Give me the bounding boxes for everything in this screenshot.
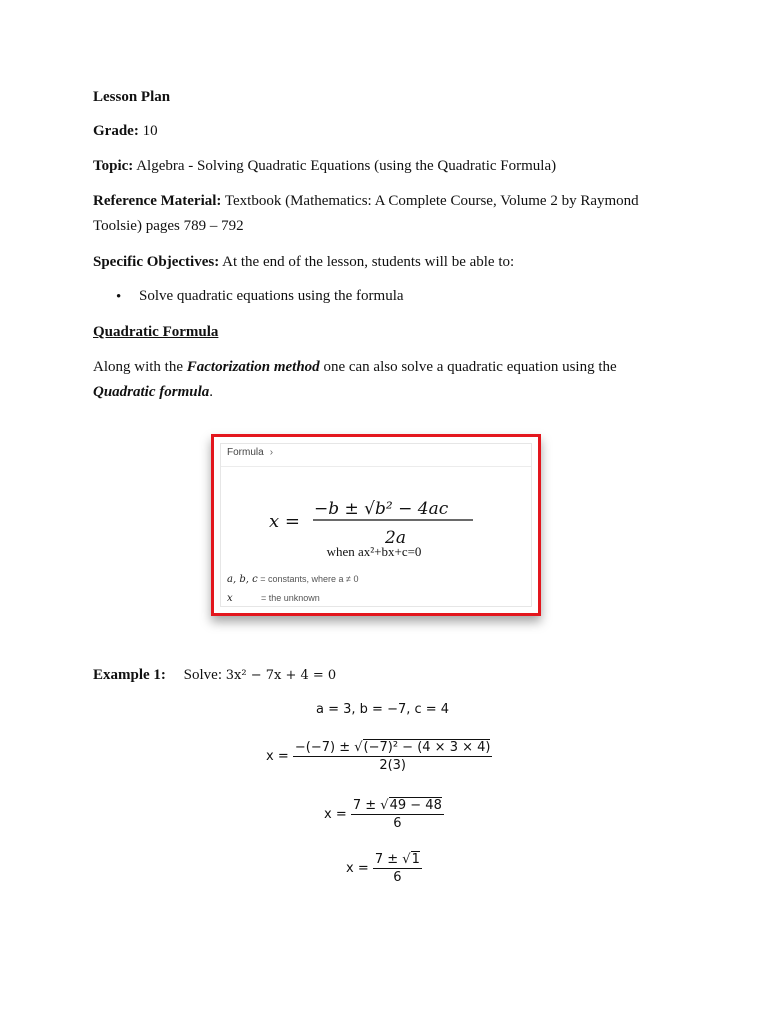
grade-line — [93, 121, 158, 141]
formula-numerator: −b ± √b² − 4ac — [314, 499, 449, 519]
step-2 — [324, 798, 444, 831]
step-1-numerator: −(−7) ± √(−7)² − (4 × 3 × 4) — [294, 740, 491, 755]
step-3-radicand: 1 — [411, 852, 420, 867]
objectives-label: Specific Objectives: — [93, 254, 220, 270]
step-3-lhs: x = — [346, 861, 369, 876]
intro-text-2: one can also solve a quadratic equation using the — [319, 359, 617, 375]
step-1-fraction — [293, 740, 493, 773]
lesson-title: Lesson Plan — [93, 89, 171, 105]
example-equation: 3x² − 7x + 4 = 0 — [225, 668, 337, 683]
reference-line-2: Toolsie) pages 789 – 792 — [93, 218, 244, 234]
grade-value: 10 — [138, 123, 158, 139]
formula-condition — [221, 544, 527, 560]
formula-card — [220, 443, 532, 607]
section-heading: Quadratic Formula — [93, 324, 219, 340]
unknown-symbol: x — [227, 593, 233, 604]
step-3-denominator: 6 — [393, 870, 402, 885]
chevron-right-icon: › — [269, 447, 274, 458]
formula-lhs: x = — [269, 511, 300, 532]
objectives-value: At the end of the lesson, students will be able to: — [219, 254, 515, 270]
solve-label: Solve: — [183, 667, 223, 683]
step-3-num-a: 7 ± — [374, 852, 403, 867]
step-3-numerator: 7 ± √1 — [374, 852, 420, 867]
step-3-fraction — [373, 852, 422, 885]
formula-card-title: Formula — [227, 447, 264, 458]
step-2-fraction — [351, 798, 444, 831]
step-1-num-a: −(−7) ± — [294, 740, 355, 755]
reference-value: Textbook (Mathematics: A Complete Course, Volume 2 by Raymond — [221, 193, 639, 209]
intro-line-2 — [93, 382, 213, 402]
step-1-radicand: (−7)² − (4 × 3 × 4) — [363, 740, 491, 755]
grade-label: Grade: — [93, 123, 139, 139]
step-1-lhs: x = — [266, 749, 289, 764]
step-2-radicand: 49 − 48 — [389, 798, 442, 813]
variable-description: = constants, where a ≠ 0 — [260, 574, 359, 584]
unknown-description: = the unknown — [261, 593, 320, 603]
step-2-denominator: 6 — [393, 816, 402, 831]
example-label: Example 1: — [93, 667, 166, 683]
formula-screenshot — [211, 434, 541, 616]
step-2-numerator: 7 ± √49 − 48 — [352, 798, 442, 813]
topic-line — [93, 156, 556, 176]
step-1 — [266, 740, 492, 773]
formula-card-header — [227, 447, 273, 458]
objective-item: Solve quadratic equations using the formula — [139, 288, 404, 304]
topic-value: Algebra - Solving Quadratic Equations (using the Quadratic Formula) — [133, 158, 557, 174]
coefficients: a = 3, b = −7, c = 4 — [316, 702, 450, 717]
reference-label: Reference Material: — [93, 193, 222, 209]
intro-line-1 — [93, 357, 617, 377]
formula-denominator: 2a — [385, 528, 406, 548]
step-3 — [346, 852, 422, 885]
quadratic-formula-term: Quadratic formula — [93, 384, 210, 400]
variable-symbols: a, b, c — [227, 574, 258, 585]
variable-definition-2 — [227, 593, 320, 604]
variable-definition-1 — [227, 574, 358, 585]
quadratic-formula — [221, 466, 527, 548]
topic-label: Topic: — [93, 158, 134, 174]
bullet-icon: • — [116, 289, 122, 305]
example-heading — [93, 665, 336, 686]
factorization-method: Factorization method — [186, 359, 320, 375]
step-1-denominator: 2(3) — [379, 758, 406, 773]
condition-text: when ax²+bx+c=0 — [326, 544, 422, 559]
intro-text: Along with the — [93, 359, 187, 375]
reference-line — [93, 191, 639, 211]
step-2-num-a: 7 ± — [352, 798, 381, 813]
step-2-lhs: x = — [324, 807, 347, 822]
intro-period: . — [209, 384, 214, 400]
objectives-line — [93, 252, 514, 272]
